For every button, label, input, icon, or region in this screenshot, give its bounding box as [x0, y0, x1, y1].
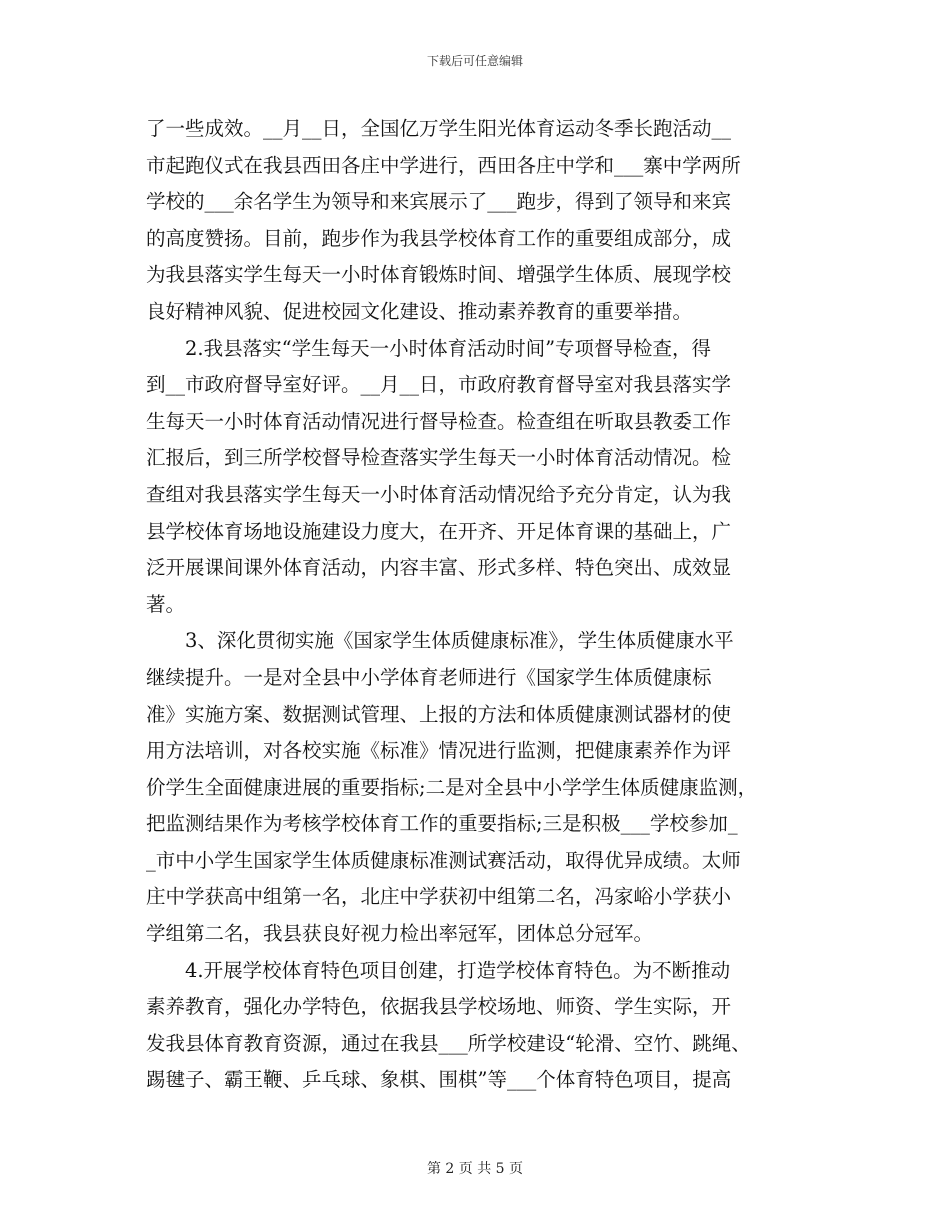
text-line: _市中小学生国家学生体质健康标准测试赛活动，取得优异成绩。太师: [146, 848, 741, 872]
text-line: 为我县落实学生每天一小时体育锻炼时间、增强学生体质、展现学校: [146, 263, 732, 287]
text-line: 把监测结果作为考核学校体育工作的重要指标;三是积极___学校参加_: [146, 812, 738, 836]
text-line: 继续提升。一是对全县中小学体育老师进行《国家学生体质健康标: [146, 665, 712, 689]
text-line: 了一些成效。__月__日，全国亿万学生阳光体育运动冬季长跑活动__: [146, 117, 732, 140]
text-line: 素养教育，强化办学特色，依据我县学校场地、师资、学生实际，开: [146, 995, 732, 1019]
text-line: 县学校体育场地设施建设力度大，在开齐、开足体育课的基础上，广: [146, 519, 732, 543]
text-line: 学校的___余名学生为领导和来宾展示了___跑步，得到了领导和来宾: [146, 190, 732, 214]
text-line: 庄中学获高中组第一名，北庄中学获初中组第二名，冯家峪小学获小: [146, 885, 732, 909]
text-line: 泛开展课间课外体育活动，内容丰富、形式多样、特色突出、成效显: [146, 556, 732, 580]
text-line: 汇报后，到三所学校督导检查落实学生每天一小时体育活动情况。检: [146, 446, 732, 470]
text-line: 4.开展学校体育特色项目创建，打造学校体育特色。为不断推动: [146, 958, 731, 982]
text-line: 2.我县落实“学生每天一小时体育活动时间”专项督导检查，得: [146, 336, 712, 360]
page-number: 第 2 页 共 5 页: [426, 1161, 524, 1177]
text-line: 查组对我县落实学生每天一小时体育活动情况给予充分肯定，认为我: [146, 482, 732, 506]
text-line: 的高度赞扬。目前，跑步作为我县学校体育工作的重要组成部分，成: [146, 226, 732, 250]
document-body: [146, 111, 814, 1099]
text-line: 市起跑仪式在我县西田各庄中学进行，西田各庄中学和___寨中学两所: [146, 153, 741, 177]
page-header-note: 下载后可任意编辑: [426, 54, 523, 68]
text-line: 发我县体育教育资源，通过在我县___所学校建设“轮滑、空竹、跳绳、: [146, 1031, 751, 1055]
text-line: 学组第二名，我县获良好视力检出率冠军，团体总分冠军。: [146, 922, 654, 946]
text-line: 用方法培训，对各校实施《标准》情况进行监测，把健康素养作为评: [146, 739, 732, 763]
text-line: 到__市政府督导室好评。__月__日，市政府教育督导室对我县落实学: [146, 373, 732, 397]
text-line: 良好精神风貌、促进校园文化建设、推动素养教育的重要举措。: [146, 299, 693, 323]
text-line: 生每天一小时体育活动情况进行督导检查。检查组在听取县教委工作: [146, 409, 732, 433]
text-line: 准》实施方案、数据测试管理、上报的方法和体质健康测试器材的使: [146, 702, 732, 726]
text-line: 3、深化贯彻实施《国家学生体质健康标准》，学生体质健康水平: [146, 629, 734, 653]
text-line: 价学生全面健康进展的重要指标;二是对全县中小学学生体质健康监测，: [146, 775, 758, 799]
text-line: 踢毽子、霸王鞭、乒乓球、象棋、围棋”等___个体育特色项目，提高: [146, 1068, 732, 1092]
text-line: 著。: [146, 592, 186, 616]
